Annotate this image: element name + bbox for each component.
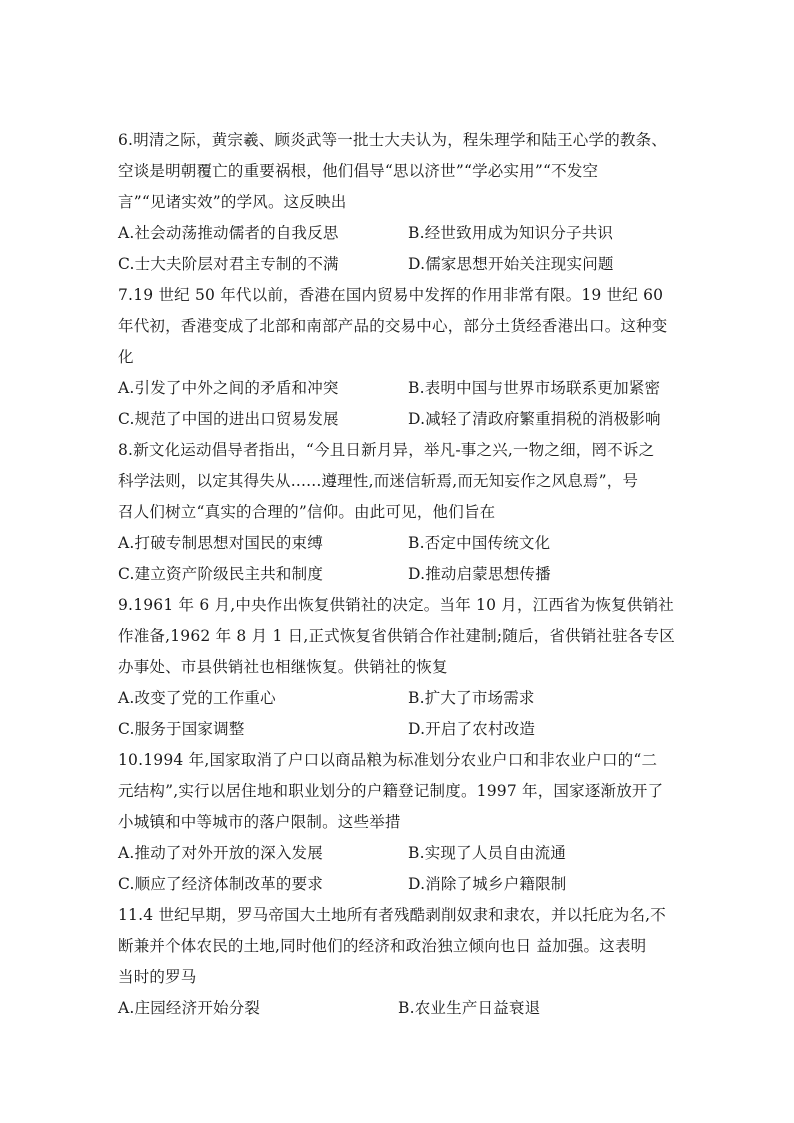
option-a: A.推动了对外开放的深入发展 <box>118 844 323 862</box>
question-stem-line: 办事处、市县供销社也相继恢复。供销社的恢复 <box>118 658 448 676</box>
options-row <box>118 869 678 900</box>
question-stem-line: 言”“见诸实效”的学风。这反映出 <box>118 193 347 211</box>
options-row <box>118 714 678 745</box>
option-c: C.服务于国家调整 <box>118 720 245 738</box>
question-6 <box>118 125 678 280</box>
option-a: A.改变了党的工作重心 <box>118 689 276 707</box>
option-d: D.开启了农村改造 <box>408 720 536 738</box>
question-stem-line: 召人们树立“真实的合理的”信仰。由此可见，他们旨在 <box>118 503 496 521</box>
question-stem-line: 元结构”,实行以居住地和职业划分的户籍登记制度。1997 年，国家逐渐放开了 <box>118 782 664 800</box>
option-c: C.建立资产阶级民主共和制度 <box>118 565 324 583</box>
option-a: A.社会动荡推动儒者的自我反思 <box>118 224 339 242</box>
option-a: A.打破专制思想对国民的束缚 <box>118 534 323 552</box>
question-stem-line: 空谈是明朝覆亡的重要祸根，他们倡导“思以济世”“学必实用”“不发空 <box>118 162 599 180</box>
question-stem-line: 7.19 世纪 50 年代以前，香港在国内贸易中发挥的作用非常有限。19 世纪 60 <box>118 286 664 304</box>
option-b: B.经世致用成为知识分子共识 <box>408 224 614 242</box>
question-9 <box>118 590 678 745</box>
options-row <box>118 683 678 714</box>
option-d: D.消除了城乡户籍限制 <box>408 875 567 893</box>
question-8 <box>118 435 678 590</box>
question-stem-line: 当时的罗马 <box>118 968 197 986</box>
exam-page <box>118 125 678 1024</box>
options-row <box>118 249 678 280</box>
question-stem-line: 8.新文化运动倡导者指出，“今且日新月异，举凡-事之兴,一物之细，罔不诉之 <box>118 441 655 459</box>
option-a: A.引发了中外之间的矛盾和冲突 <box>118 379 339 397</box>
options-row <box>118 218 678 249</box>
question-stem-line: 小城镇和中等城市的落户限制。这些举措 <box>118 813 401 831</box>
option-d: D.推动启蒙思想传播 <box>408 565 551 583</box>
question-stem-line: 科学法则，以定其得失从......遵理性,而迷信斩焉,而无知妄作之风息焉”，号 <box>118 472 639 490</box>
question-10 <box>118 745 678 900</box>
question-stem-line: 9.1961 年 6 月,中央作出恢复供销社的决定。当年 10 月，江西省为恢复供销社 <box>118 596 674 614</box>
option-c: C.规范了中国的进出口贸易发展 <box>118 410 339 428</box>
question-stem-line: 10.1994 年,国家取消了户口以商品粮为标准划分农业户口和非农业户口的“二 <box>118 751 658 769</box>
option-b: B.实现了人员自由流通 <box>408 844 567 862</box>
option-b: B.农业生产日益衰退 <box>398 999 541 1017</box>
question-stem-line: 化 <box>118 348 134 366</box>
option-c: C.顺应了经济体制改革的要求 <box>118 875 324 893</box>
option-d: D.儒家思想开始关注现实问题 <box>408 255 614 273</box>
option-b: B.扩大了市场需求 <box>408 689 535 707</box>
options-row <box>118 838 678 869</box>
options-row <box>118 559 678 590</box>
question-7 <box>118 280 678 435</box>
option-b: B.否定中国传统文化 <box>408 534 551 552</box>
question-stem-line: 作准备,1962 年 8 月 1 日,正式恢复省供销合作社建制;随后，省供销社驻各专区 <box>118 627 675 645</box>
option-a: A.庄园经济开始分裂 <box>118 999 261 1017</box>
option-b: B.表明中国与世界市场联系更加紧密 <box>408 379 661 397</box>
question-stem-line: 11.4 世纪早期，罗马帝国大土地所有者残酷剥削奴隶和隶农，并以托庇为名,不 <box>118 906 666 924</box>
options-row <box>118 404 678 435</box>
question-stem-line: 年代初，香港变成了北部和南部产品的交易中心，部分土货经香港出口。这种变 <box>118 317 668 335</box>
options-row <box>118 528 678 559</box>
options-row <box>118 373 678 404</box>
option-d: D.减轻了清政府繁重捐税的消极影响 <box>408 410 661 428</box>
option-c: C.士大夫阶层对君主专制的不满 <box>118 255 339 273</box>
options-row <box>118 993 678 1024</box>
question-stem-line: 断兼并个体农民的土地,同时他们的经济和政治独立倾向也日 益加强。这表明 <box>118 937 647 955</box>
question-11 <box>118 900 678 1024</box>
question-stem-line: 6.明清之际，黄宗羲、顾炎武等一批士大夫认为，程朱理学和陆王心学的教条、 <box>118 131 667 149</box>
